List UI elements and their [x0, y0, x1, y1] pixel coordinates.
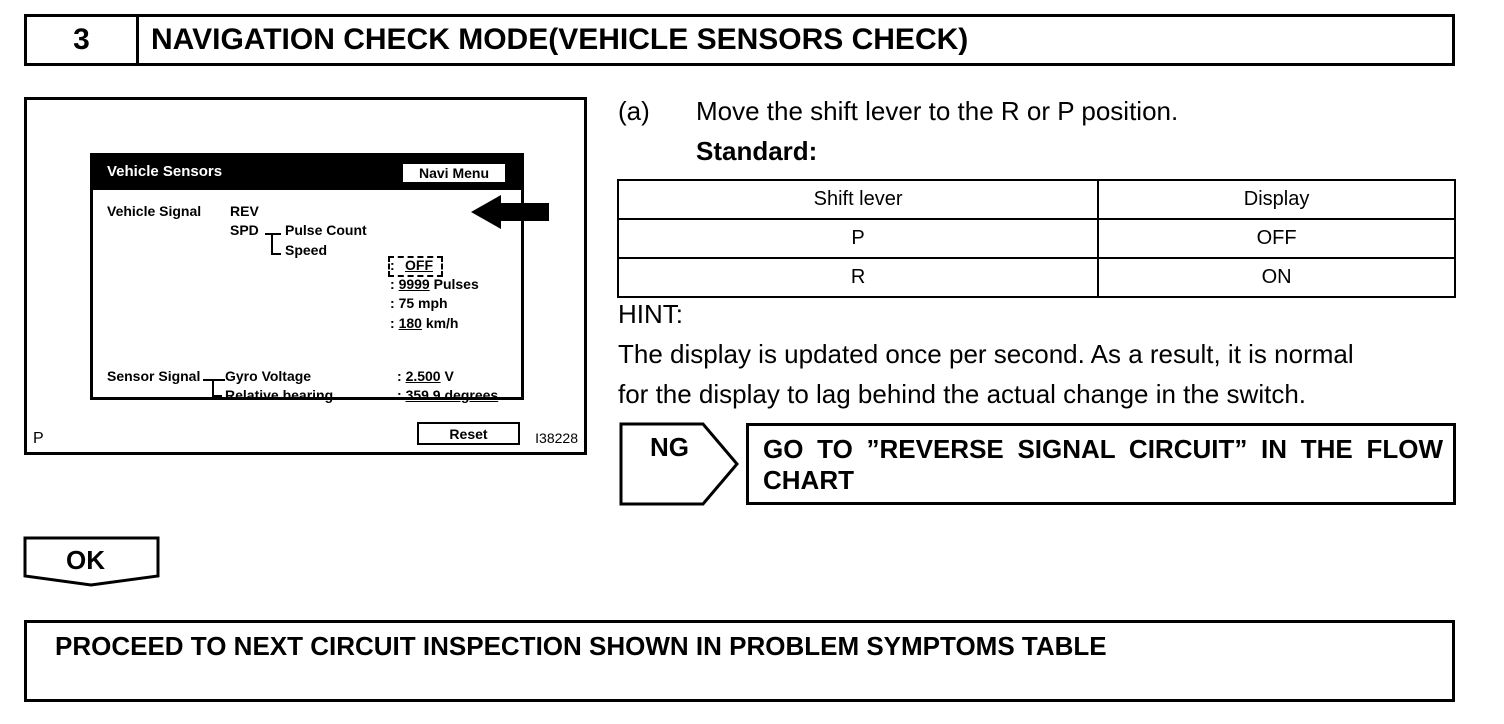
- table-header-display: Display: [1098, 180, 1455, 219]
- illustration-frame: [24, 97, 587, 455]
- rev-label: REV: [230, 203, 259, 219]
- rev-colon: :: [390, 257, 395, 273]
- speed-mph-row: [390, 295, 448, 311]
- step-title: NAVIGATION CHECK MODE(VEHICLE SENSORS CHECK): [151, 23, 969, 56]
- pulse-count-value: 9999: [398, 276, 430, 292]
- screen-title-bar: [93, 156, 521, 190]
- gyro-voltage-unit: V: [444, 368, 454, 384]
- pulse-count-label: Pulse Count: [285, 222, 367, 238]
- spd-label: SPD: [230, 222, 259, 238]
- reset-button[interactable]: Reset: [417, 422, 520, 445]
- hint-line-2: for the display to lag behind the actual change in the switch.: [618, 379, 1306, 409]
- table-cell: ON: [1098, 258, 1455, 297]
- ng-result-text: GO TO ”REVERSE SIGNAL CIRCUIT” IN THE FLOW CHART: [763, 434, 1443, 495]
- instruction-text: Move the shift lever to the R or P position.: [696, 96, 1179, 126]
- gyro-voltage-value: 2.500: [405, 368, 441, 384]
- table-row: [618, 258, 1455, 297]
- table-cell: OFF: [1098, 219, 1455, 258]
- spd-bracket: [271, 233, 273, 253]
- gyro-voltage-colon: :: [397, 368, 402, 384]
- speed-kmh-row: [390, 315, 459, 331]
- pointer-arrow-icon: [471, 193, 575, 231]
- pulse-count-unit: Pulses: [433, 276, 479, 292]
- step-number: 3: [27, 17, 139, 63]
- spd-bracket-tick: [265, 233, 281, 235]
- relative-bearing-row: [397, 387, 498, 403]
- relative-bearing-value: 359.9 degrees: [405, 387, 499, 403]
- ok-label: OK: [66, 545, 105, 575]
- table-cell: R: [618, 258, 1098, 297]
- ok-result-box: [24, 620, 1455, 702]
- screen-title: Vehicle Sensors: [107, 163, 223, 180]
- speed-label: Speed: [285, 242, 328, 258]
- sensor-signal-label: Sensor Signal: [107, 368, 201, 384]
- sensor-bracket-tick: [203, 379, 225, 381]
- navi-menu-button[interactable]: Navi Menu: [401, 162, 507, 184]
- step-header: [24, 14, 1455, 66]
- sensor-bracket-tick-bottom: [212, 395, 222, 397]
- gyro-voltage-row: [397, 368, 454, 384]
- vehicle-signal-label: Vehicle Signal: [107, 203, 202, 219]
- figure-code-right: I38228: [535, 430, 578, 446]
- instruction-marker: (a): [618, 96, 650, 126]
- hint-label: HINT:: [618, 299, 683, 329]
- relative-bearing-label: Relative bearing: [225, 387, 334, 403]
- speed-kmh-value: 180: [398, 315, 422, 331]
- speed-mph-colon: :: [390, 295, 395, 311]
- table-cell: P: [618, 219, 1098, 258]
- table-row: [618, 219, 1455, 258]
- sensor-bracket: [212, 379, 214, 395]
- speed-kmh-unit: km/h: [425, 315, 459, 331]
- ng-label: NG: [650, 432, 689, 462]
- pulse-count-row: [390, 276, 479, 292]
- ng-result-box: [746, 423, 1456, 505]
- relative-bearing-colon: :: [397, 387, 402, 403]
- standard-label: Standard:: [696, 136, 818, 166]
- gyro-voltage-label: Gyro Voltage: [225, 368, 312, 384]
- table-header-row: [618, 180, 1455, 219]
- figure-code-left: P: [33, 430, 44, 447]
- ok-result-text: PROCEED TO NEXT CIRCUIT INSPECTION SHOWN IN PROBLEM SYMPTOMS TABLE: [55, 631, 1107, 661]
- rev-value: OFF: [405, 257, 433, 273]
- vehicle-sensors-screen: [90, 153, 524, 442]
- spd-bracket-tick-bottom: [271, 253, 281, 255]
- pulse-count-colon: :: [390, 276, 395, 292]
- hint-line-1: The display is updated once per second. As a result, it is normal: [618, 339, 1354, 369]
- standard-table: [617, 179, 1456, 298]
- speed-mph-value: 75 mph: [398, 295, 448, 311]
- speed-kmh-colon: :: [390, 315, 395, 331]
- table-header-shift-lever: Shift lever: [618, 180, 1098, 219]
